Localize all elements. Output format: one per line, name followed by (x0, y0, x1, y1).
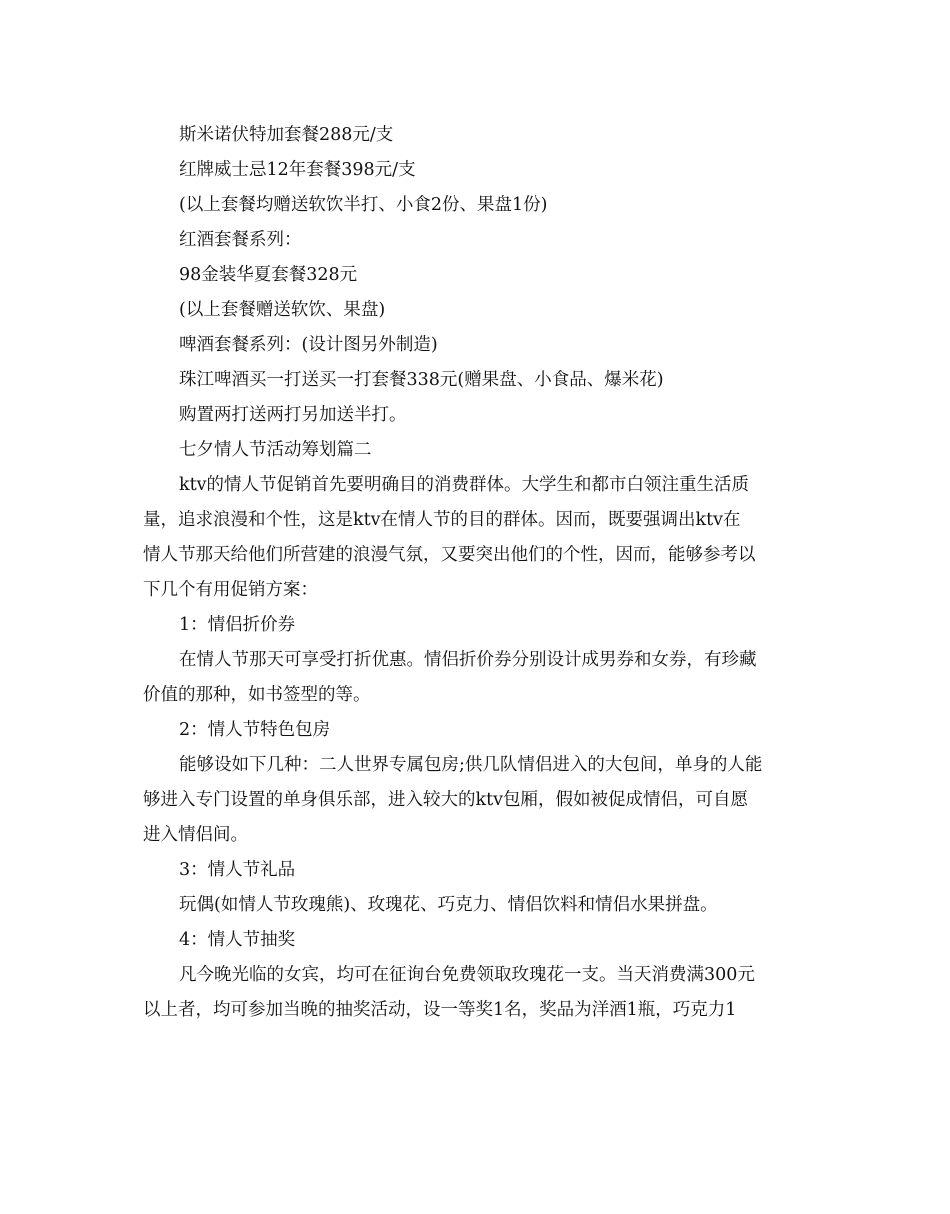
list-heading: 1：情侣折价券 (179, 615, 296, 635)
text-line: 98金装华夏套餐328元 (179, 265, 358, 285)
paragraph-line: 进入情侣间。 (143, 825, 248, 845)
paragraph-line: 情人节那天给他们所营建的浪漫气氛，又要突出他们的个性，因而，能够参考以 (143, 545, 756, 565)
paragraph-line: 以上者，均可参加当晚的抽奖活动，设一等奖1名，奖品为洋酒1瓶，巧克力1 (143, 1000, 737, 1020)
text-line: (以上套餐赠送软饮、果盘) (179, 300, 386, 320)
paragraph-line: 量，追求浪漫和个性，这是ktv在情人节的目的群体。因而，既要强调出ktv在 (143, 510, 741, 530)
paragraph-line: 凡今晚光临的女宾，均可在征询台免费领取玫瑰花一支。当天消费满300元 (179, 965, 755, 985)
paragraph-line: ktv的情人节促销首先要明确目的消费群体。大学生和都市白领注重生活质 (179, 475, 750, 495)
text-line: 斯米诺伏特加套餐288元/支 (179, 125, 394, 145)
section-heading: 红酒套餐系列： (179, 230, 302, 250)
document-body (143, 118, 811, 1028)
list-heading: 4：情人节抽奖 (179, 930, 296, 950)
text-line: 红牌威士忌12年套餐398元/支 (179, 160, 416, 180)
paragraph-line: 能够设如下几种：二人世界专属包房;供几队情侣进入的大包间，单身的人能 (179, 755, 763, 775)
section-heading: 啤酒套餐系列：(设计图另外制造) (179, 335, 438, 355)
text-line: (以上套餐均赠送软饮半打、小食2份、果盘1份) (179, 195, 548, 215)
list-heading: 2：情人节特色包房 (179, 720, 331, 740)
text-line: 购置两打送两打另加送半打。 (179, 405, 407, 425)
text-line: 珠江啤酒买一打送买一打套餐338元(赠果盘、小食品、爆米花) (179, 370, 664, 390)
paragraph-line: 够进入专门设置的单身俱乐部，进入较大的ktv包厢，假如被促成情侣，可自愿 (143, 790, 749, 810)
paragraph-line: 价值的那种，如书签型的等。 (143, 685, 371, 705)
paragraph-line: 玩偶(如情人节玫瑰熊)、玫瑰花、巧克力、情侣饮料和情侣水果拼盘。 (179, 895, 718, 915)
paragraph-line: 在情人节那天可享受打折优惠。情侣折价券分别设计成男券和女券，有珍藏 (179, 650, 757, 670)
paragraph-line: 下几个有用促销方案： (143, 580, 318, 600)
list-heading: 3：情人节礼品 (179, 860, 296, 880)
article-title: 七夕情人节活动筹划篇二 (179, 440, 372, 460)
